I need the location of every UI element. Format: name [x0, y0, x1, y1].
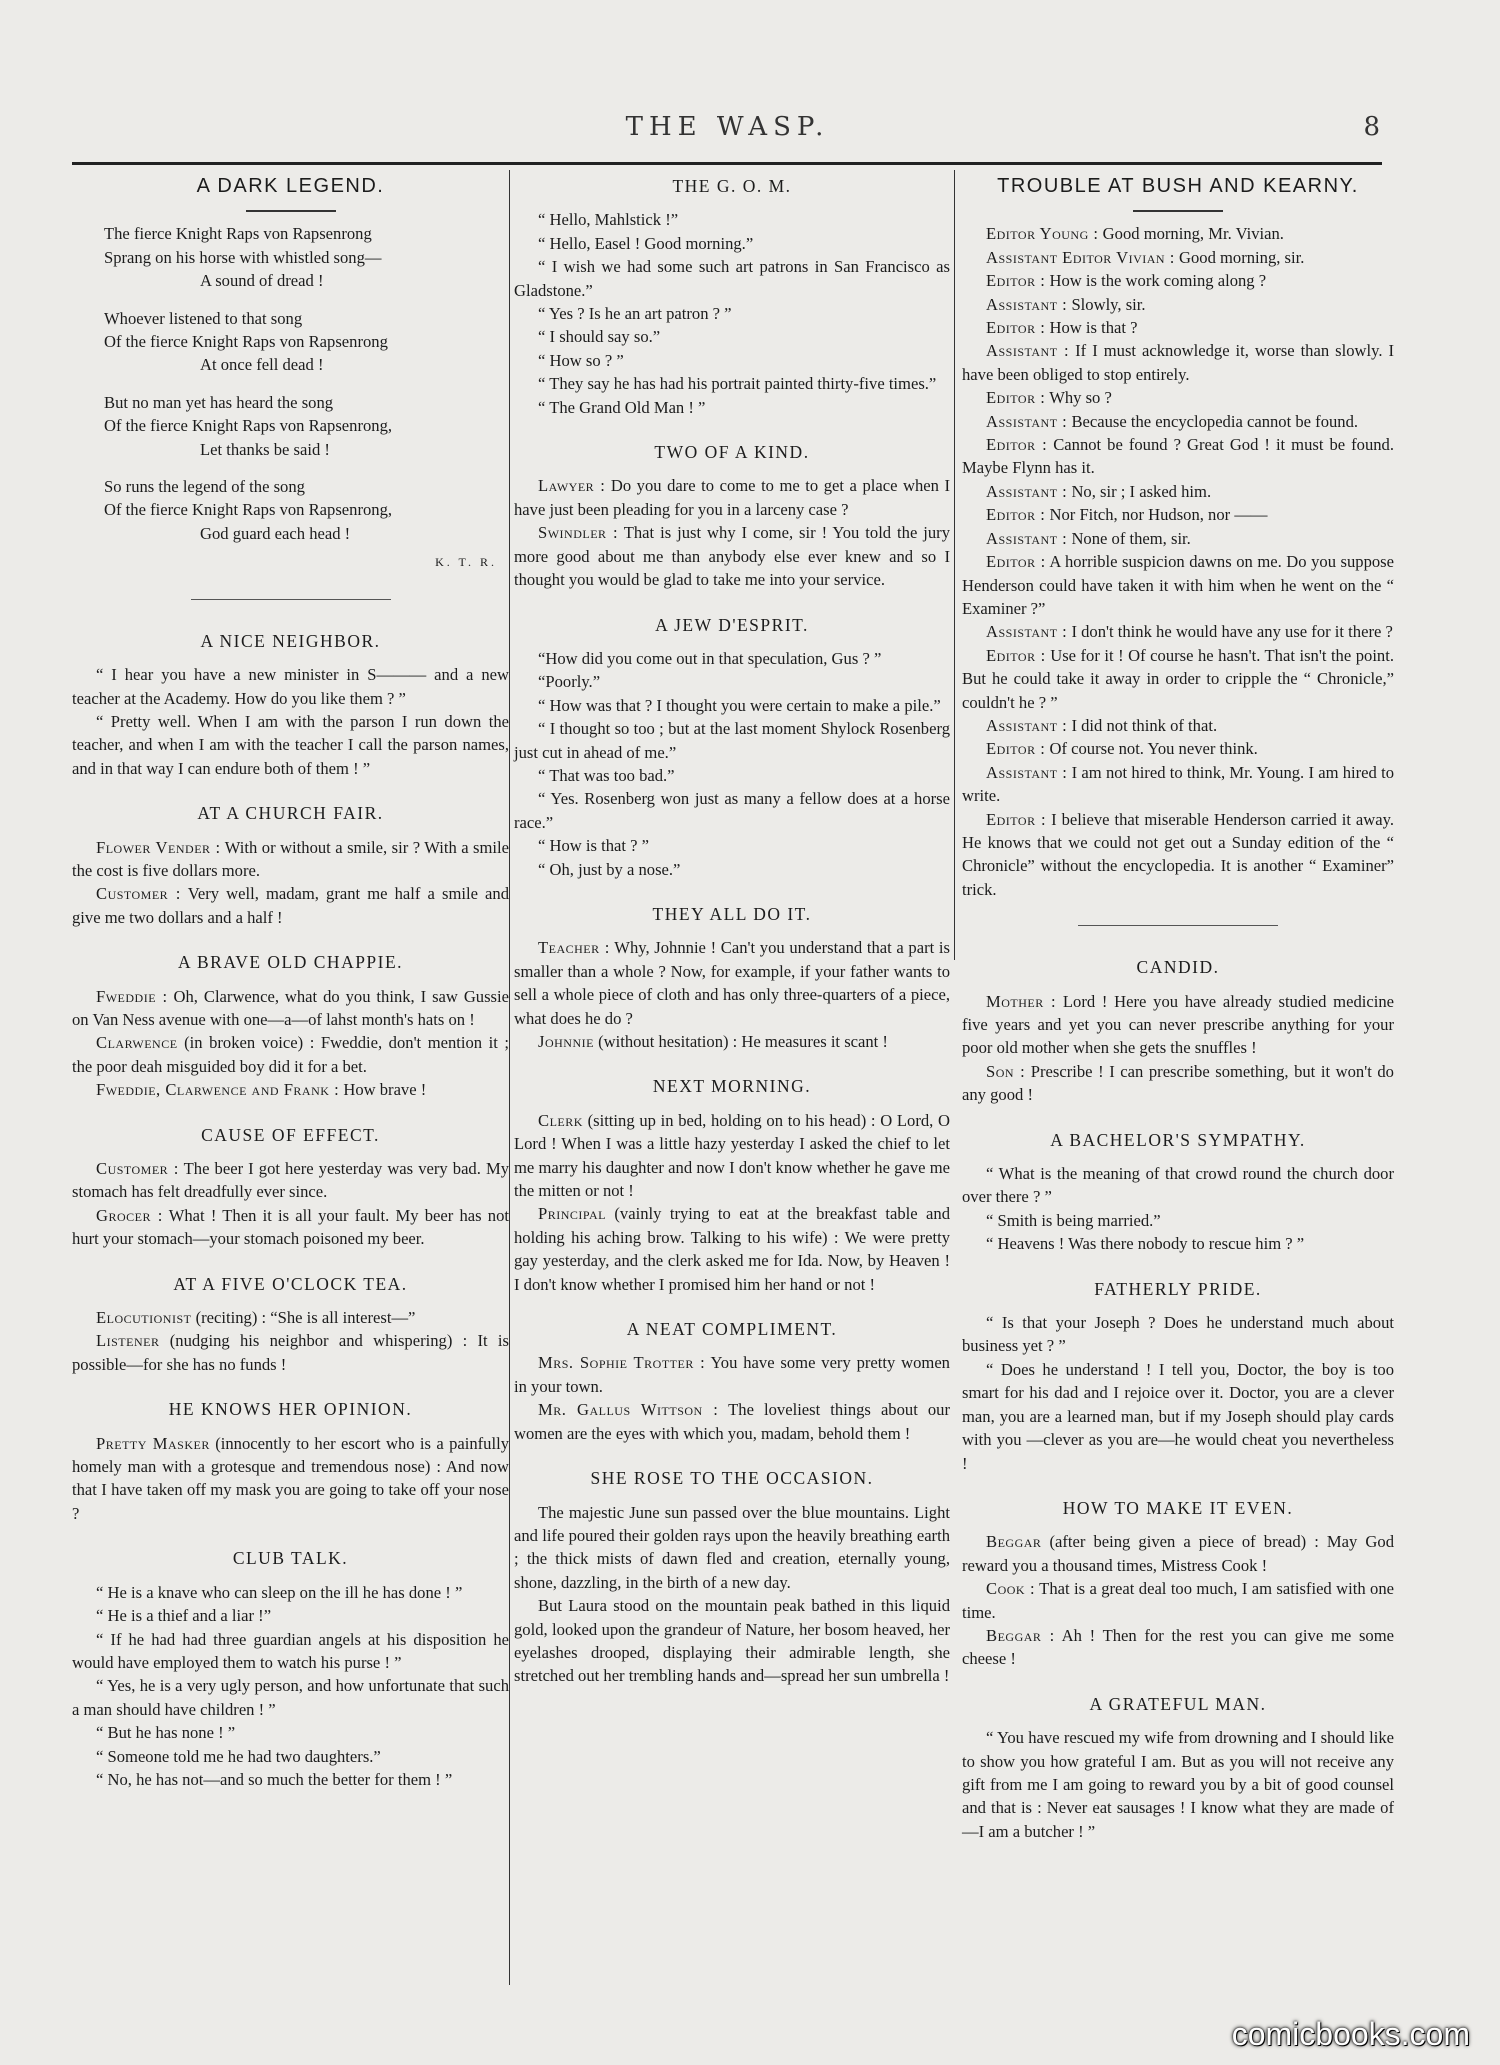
speech: I did not think of that.	[1067, 715, 1218, 735]
speech: A horrible suspicion dawns on me. Do you suppose Henderson could have taken it with him when he went on the “ Examiner ?”	[962, 552, 1394, 618]
article-title: A JEW D'ESPRIT.	[655, 614, 809, 635]
speech: Of course not. You never think.	[1045, 739, 1258, 759]
article-title: CANDID.	[1136, 957, 1220, 978]
dialogue-line	[514, 521, 950, 591]
dialogue-line	[962, 503, 1394, 526]
speaker: Editor :	[986, 505, 1046, 525]
speech: What ! Then it is all your fault. My beer has not hurt your stomach—your stomach poisoned my beer.	[72, 1205, 510, 1249]
dialogue-line	[72, 985, 509, 1032]
speech: (reciting) : “She is all interest—”	[191, 1308, 416, 1328]
speech: (without hesitation) : He measures it scant !	[593, 1032, 888, 1051]
speaker: Beggar	[986, 1532, 1042, 1552]
speech: Very well, madam, grant me half a smile and give me two dollars and a half !	[72, 884, 509, 927]
paragraph: “ I thought so too ; but at the last moment Shylock Rosenberg just cut in ahead of me.”	[514, 719, 950, 762]
dialogue-line	[962, 293, 1394, 316]
dialogue-line	[72, 882, 509, 929]
dialogue-line	[962, 761, 1394, 808]
paragraph: “ You have rescued my wife from drowning and I should like to show you how grateful I am. But as you will not receive any gift from me I am going to reward you by a bit of good counsel and that is : Never eat sausages ! I know what they are made of—I am a butcher ! ”	[962, 1728, 1394, 1841]
speech: You have some very pretty women in your town.	[514, 1353, 950, 1396]
section-separator	[191, 599, 391, 600]
article-church-fair	[72, 802, 509, 929]
speech: Do you dare to come to me to get a place when I have just been pleading for you in a larceny case ?	[514, 476, 950, 519]
article-title: A NEAT COMPLIMENT.	[626, 1319, 838, 1340]
dialogue-line	[962, 433, 1394, 480]
paragraph: “ Yes, he is a very ugly person, and how unfortunate that such a man should have children ! ”	[72, 1676, 509, 1719]
article-next-morning	[514, 1075, 950, 1296]
article-make-it-even	[962, 1497, 1394, 1671]
speech: None of them, sir.	[1067, 528, 1191, 548]
dialogue-line	[962, 269, 1394, 292]
page-number: 8	[1363, 112, 1380, 142]
speech: How brave !	[339, 1080, 427, 1100]
speech: Slowly, sir.	[1067, 294, 1146, 314]
speaker: Mother :	[986, 991, 1057, 1011]
article-gom	[514, 175, 950, 419]
speaker: Customer :	[96, 884, 181, 904]
speaker: Teacher :	[538, 938, 610, 958]
paragraph: “ How so ? ”	[538, 350, 624, 370]
speaker: Assistant :	[986, 481, 1068, 501]
article-title: AT A CHURCH FAIR.	[197, 803, 384, 824]
article-her-opinion	[72, 1398, 509, 1525]
speech: (vainly trying to eat at the breakfast table and holding his aching brow. Talking to his wife) : We were pretty gay yesterday, and the clerk asked me for Ida. Now, by Heaven ! I don't know whether I promised him her hand or not !	[514, 1204, 950, 1294]
speaker: Assistant :	[986, 622, 1068, 642]
paragraph: “ I wish we had some such art patrons in San Francisco as Gladstone.”	[514, 257, 950, 300]
speech: (sitting up in bed, holding on to his head) : O Lord, O Lord ! When I was a little hazy yesterday I asked the chief to let me marry his daughter and now I don't know whether he gave me the mitten or not !	[514, 1110, 950, 1201]
speech: No, sir ; I asked him.	[1067, 481, 1212, 501]
title-rule	[246, 210, 336, 212]
dialogue-line	[514, 1202, 950, 1296]
poem-line: A sound of dread !	[200, 271, 324, 291]
paragraph: “Poorly.”	[538, 672, 601, 692]
article-title: NEXT MORNING.	[652, 1076, 812, 1097]
paragraph: “ What is the meaning of that crowd round the church door over there ? ”	[962, 1164, 1394, 1207]
dialogue-block	[962, 222, 1394, 901]
speaker: Assistant :	[986, 341, 1070, 361]
paragraph: “ The Grand Old Man ! ”	[538, 397, 706, 417]
article-club-talk	[72, 1547, 509, 1791]
speaker: Customer :	[96, 1159, 179, 1178]
paragraph: “ Heavens ! Was there nobody to rescue him ? ”	[986, 1234, 1305, 1254]
article-title: A DARK LEGEND.	[196, 175, 385, 197]
article-brave-chappie	[72, 951, 509, 1101]
dialogue-line	[962, 527, 1394, 550]
dialogue-line	[72, 1031, 509, 1078]
speech: Good morning, Mr. Vivian.	[1098, 224, 1284, 244]
dialogue-line	[72, 1432, 509, 1526]
speaker: Editor Young :	[986, 224, 1099, 244]
speech: How is the work coming along ?	[1045, 271, 1267, 291]
dialogue-line	[514, 1398, 950, 1445]
speaker: Assistant :	[986, 294, 1068, 314]
paragraph: “ He is a thief and a liar !”	[96, 1606, 272, 1626]
column-3	[962, 175, 1394, 1865]
paragraph: “ Hello, Easel ! Good morning.”	[538, 233, 754, 253]
masthead-title: THE WASP.	[625, 112, 830, 142]
speech: The loveliest things about our women are the eyes with which you, madam, behold them !	[514, 1400, 950, 1443]
dialogue-line	[962, 990, 1394, 1060]
title-rule	[1133, 210, 1223, 212]
dialogue-line	[72, 1306, 509, 1329]
column-1	[72, 175, 509, 1813]
poem-line: At once fell dead !	[200, 355, 324, 375]
dialogue-line	[962, 1624, 1394, 1671]
dialogue-line	[962, 480, 1394, 503]
article-grateful-man	[962, 1693, 1394, 1843]
speaker: Mrs. Sophie Trotter :	[538, 1353, 706, 1373]
speech: With or without a smile, sir ? With a smile the cost is five dollars more.	[72, 837, 509, 880]
article-title: CAUSE OF EFFECT.	[201, 1124, 380, 1145]
article-two-of-a-kind	[514, 441, 950, 591]
article-bachelor-sympathy	[962, 1129, 1394, 1256]
poem-line: God guard each head !	[200, 523, 351, 543]
dialogue-line	[72, 1204, 509, 1251]
speaker: Editor :	[986, 809, 1047, 829]
dialogue-line	[962, 644, 1394, 714]
speech: Cannot be found ? Great God ! it must be found. Maybe Flynn has it.	[962, 435, 1395, 478]
speech: How is that ?	[1045, 318, 1138, 338]
speaker: Clarwence	[96, 1033, 178, 1053]
speaker: Fweddie, Clarwence and Frank :	[96, 1080, 340, 1100]
article-five-oclock-tea	[72, 1273, 509, 1377]
article-title: TWO OF A KIND.	[654, 442, 810, 463]
dialogue-line	[962, 1530, 1394, 1577]
speaker: Listener	[96, 1331, 160, 1351]
paragraph: “ Does he understand ! I tell you, Doctor, the boy is too smart for his dad and I rejoice over it. Doctor, you are a clever man, you are a learned man, but if my Joseph should play cards with you —clever as you are—he would cheat you nevertheless !	[962, 1359, 1394, 1473]
speech: (innocently to her escort who is a painfully homely man with a grotesque and tremendous nose) : And now that I have taken off my mask you are going to take off your nose ?	[72, 1433, 509, 1523]
article-jew-desprit	[514, 614, 950, 881]
speaker: Mr. Gallus Wittson :	[538, 1400, 719, 1420]
article-title: TROUBLE AT BUSH AND KEARNY.	[997, 175, 1359, 197]
paragraph: “ No, he has not—and so much the better for them ! ”	[96, 1769, 453, 1789]
dialogue-line	[72, 1078, 509, 1101]
paragraph: But Laura stood on the mountain peak bathed in this liquid gold, looked upon the grandeur of Nature, her bosom heaved, her eyelashes drooped, displaying their admirable length, she stretched out her trembling hands and—spread her sun umbrella !	[514, 1596, 950, 1686]
speech: Oh, Clarwence, what do you think, I saw Gussie on Van Ness avenue with one—a—of lahst month's hats on !	[72, 986, 509, 1029]
speech: Why so ?	[1045, 388, 1112, 408]
signature: K. T. R.	[435, 555, 497, 570]
dialogue-line	[514, 474, 950, 521]
column-divider	[509, 170, 510, 1985]
article-cause-effect	[72, 1124, 509, 1251]
speech: Why, Johnnie ! Can't you understand that a part is smaller than a whole ? Now, for example, if your father wants to sell a whole piece of cloth and has only three-quarters of a piece, what does he do ?	[514, 938, 950, 1028]
speaker: Editor :	[986, 739, 1046, 759]
speech: I don't think he would have any use for it there ?	[1067, 622, 1393, 642]
speech: (in broken voice) : Fweddie, don't mention it ; the poor deah misguided boy did it for a bet.	[72, 1033, 509, 1076]
dialogue-line	[962, 316, 1394, 339]
poem-stanza	[104, 391, 509, 461]
speaker: Fweddie :	[96, 986, 168, 1006]
speech: I believe that miserable Henderson carried it away. He knows that we could not get out a Sunday edition of the “ Chronicle” without the encyclopedia. It is another “ Examiner” trick.	[962, 809, 1395, 899]
article-title: AT A FIVE O'CLOCK TEA.	[173, 1273, 408, 1294]
speech: Good morning, sir.	[1174, 247, 1305, 267]
article-all-do-it	[514, 903, 950, 1053]
dialogue-line	[962, 1060, 1394, 1107]
speaker: Lawyer :	[538, 476, 606, 496]
article-title: A BRAVE OLD CHAPPIE.	[177, 952, 404, 973]
speaker: Editor :	[986, 318, 1046, 338]
poem-line: Let thanks be said !	[200, 439, 330, 459]
article-title: A BACHELOR'S SYMPATHY.	[1050, 1129, 1306, 1150]
watermark: comicbooks.com	[1231, 2016, 1470, 2052]
article-title: CLUB TALK.	[232, 1548, 349, 1569]
speaker: Assistant :	[986, 411, 1068, 431]
dialogue-line	[514, 1351, 950, 1398]
paragraph: “ How was that ? I thought you were certain to make a pile.”	[538, 695, 941, 715]
article-rose-occasion	[514, 1467, 950, 1688]
speech: Nor Fitch, nor Hudson, nor ——	[1045, 505, 1268, 525]
paragraph: “ But he has none ! ”	[96, 1723, 236, 1743]
article-nice-neighbor	[72, 630, 509, 780]
speech: The beer I got here yesterday was very bad. My stomach has felt dreadfully ever since.	[72, 1159, 509, 1202]
paragraph: “ How is that ? ”	[538, 836, 650, 856]
speech: (after being given a piece of bread) : May God reward you a thousand times, Mistress Cook !	[962, 1532, 1394, 1575]
dialogue-line	[962, 386, 1394, 409]
speech: Prescribe ! I can prescribe something, but it won't do any good !	[962, 1061, 1394, 1105]
article-neat-compliment	[514, 1318, 950, 1445]
paragraph: “ Someone told me he had two daughters.”	[96, 1746, 381, 1766]
dialogue-line	[962, 714, 1394, 737]
speaker: Editor :	[986, 435, 1048, 455]
speaker: Editor :	[986, 388, 1046, 408]
poem-line: Sprang on his horse with whistled song—	[104, 247, 382, 267]
paragraph: “ I hear you have a new minister in S——— and a new teacher at the Academy. How do you like them ? ”	[72, 665, 509, 708]
dialogue-line	[514, 936, 950, 1030]
speaker: Elocutionist	[96, 1308, 192, 1328]
speaker: Johnnie	[538, 1032, 594, 1051]
speech: Because the encyclopedia cannot be found.	[1067, 411, 1359, 431]
article-title: HE KNOWS HER OPINION.	[168, 1399, 413, 1420]
dialogue-line	[962, 410, 1394, 433]
paragraph: “ Hello, Mahlstick !”	[538, 210, 679, 230]
article-candid	[962, 956, 1394, 1106]
speaker: Assistant :	[986, 762, 1068, 782]
column-divider	[954, 170, 955, 960]
speaker: Assistant :	[986, 528, 1068, 548]
dialogue-line	[72, 1329, 509, 1376]
poem-line: Whoever listened to that song	[104, 308, 303, 328]
poem-stanza	[104, 307, 509, 377]
section-separator	[1078, 925, 1278, 926]
dialogue-line	[514, 1109, 950, 1203]
speaker: Assistant Editor Vivian :	[986, 247, 1175, 267]
paragraph: “ Yes ? Is he an art patron ? ”	[538, 304, 732, 324]
article-title: A GRATEFUL MAN.	[1089, 1693, 1267, 1714]
paragraph: “ I should say so.”	[538, 327, 661, 347]
paragraph: “How did you come out in that speculation, Gus ? ”	[538, 648, 882, 668]
speech: Lord ! Here you have already studied medicine five years and yet you can never prescribe anything for your poor old mother when she gets the snuffles !	[962, 991, 1394, 1058]
speaker: Grocer :	[96, 1205, 163, 1225]
speech: Ah ! Then for the rest you can give me some cheese !	[962, 1625, 1394, 1669]
speech: That is a great deal too much, I am satisfied with one time.	[962, 1579, 1394, 1622]
speech: That is just why I come, sir ! You told the jury more good about me than anybody else ever knew and so I thought you would be glad to take me into your service.	[514, 523, 950, 590]
article-trouble-bush-kearny	[962, 175, 1394, 926]
dialogue-line	[72, 1157, 509, 1204]
paragraph: “ Pretty well. When I am with the parson I run down the teacher, and when I am with the teacher I call the parson names, and in that way I can endure both of them ! ”	[72, 711, 509, 778]
dialogue-line	[962, 339, 1394, 386]
speaker: Flower Vender :	[96, 837, 221, 857]
speaker: Principal	[538, 1204, 606, 1224]
poem-line: So runs the legend of the song	[104, 477, 305, 497]
header-rule	[72, 162, 1382, 165]
paragraph: “ Smith is being married.”	[986, 1210, 1161, 1230]
article-title: FATHERLY PRIDE.	[1094, 1278, 1262, 1299]
poem-stanza	[104, 475, 509, 545]
speaker: Beggar :	[986, 1625, 1055, 1645]
speech: If I must acknowledge it, worse than slowly. I have been obliged to stop entirely.	[962, 341, 1394, 384]
speaker: Son :	[986, 1061, 1026, 1081]
article-title: A NICE NEIGHBOR.	[200, 630, 381, 651]
article-title: THE G. O. M.	[672, 176, 792, 196]
speaker: Assistant :	[986, 715, 1068, 735]
speaker: Editor :	[986, 271, 1046, 291]
poem-stanza	[104, 222, 509, 292]
dialogue-line	[72, 836, 509, 883]
dialogue-line	[962, 246, 1394, 269]
speaker: Clerk	[538, 1110, 583, 1130]
speech: Use for it ! Of course he hasn't. That isn't the point. But he could take it away in order to cripple the “ Chronicle,” couldn't he ? ”	[962, 645, 1394, 712]
speaker: Swindler :	[538, 523, 619, 543]
article-title: HOW TO MAKE IT EVEN.	[1062, 1497, 1294, 1518]
article-title: SHE ROSE TO THE OCCASION.	[590, 1468, 874, 1489]
paragraph: “ That was too bad.”	[538, 765, 675, 785]
poem-line: Of the fierce Knight Raps von Rapsenrong,	[104, 416, 393, 436]
paragraph: “ If he had had three guardian angels at his disposition he would have employed them to watch his purse ! ”	[72, 1629, 509, 1672]
paragraph: The majestic June sun passed over the blue mountains. Light and life poured their golden rays upon the heavily breathing earth ; the thick mists of dawn fled and creation, eternally young, shone, dazzling, in the birth of a new day.	[514, 1502, 950, 1592]
poem-line: Of the fierce Knight Raps von Rapsenrong	[104, 332, 388, 352]
paragraph: “ He is a knave who can sleep on the ill he has done ! ”	[96, 1582, 463, 1602]
poem-line: The fierce Knight Raps von Rapsenrong	[104, 224, 372, 244]
speaker: Pretty Masker	[96, 1433, 210, 1453]
article-title: THEY ALL DO IT.	[652, 903, 812, 924]
dialogue-line	[962, 550, 1394, 620]
article-dark-legend	[72, 175, 509, 600]
dialogue-line	[962, 1577, 1394, 1624]
paragraph: “ They say he has had his portrait painted thirty-five times.”	[538, 374, 937, 394]
article-fatherly-pride	[962, 1278, 1394, 1475]
speaker: Editor :	[986, 645, 1046, 665]
paragraph: “ Yes. Rosenberg won just as many a fellow does at a horse race.”	[514, 789, 950, 832]
dialogue-line	[962, 737, 1394, 760]
speaker: Editor :	[986, 552, 1046, 572]
paragraph: “ Is that your Joseph ? Does he understand much about business yet ? ”	[962, 1313, 1394, 1356]
dialogue-line	[962, 808, 1394, 902]
dialogue-line	[962, 620, 1394, 643]
paragraph: “ Oh, just by a nose.”	[538, 859, 681, 879]
poem-line: Of the fierce Knight Raps von Rapsenrong,	[104, 500, 393, 520]
speech: (nudging his neighbor and whispering) : It is possible—for she has no funds !	[72, 1331, 509, 1374]
dialogue-line	[514, 1030, 950, 1053]
column-2	[514, 175, 950, 1710]
speaker: Cook :	[986, 1579, 1036, 1599]
dialogue-line	[962, 222, 1394, 245]
speech: I am not hired to think, Mr. Young. I am hired to write.	[962, 762, 1395, 806]
poem-line: But no man yet has heard the song	[104, 392, 334, 412]
